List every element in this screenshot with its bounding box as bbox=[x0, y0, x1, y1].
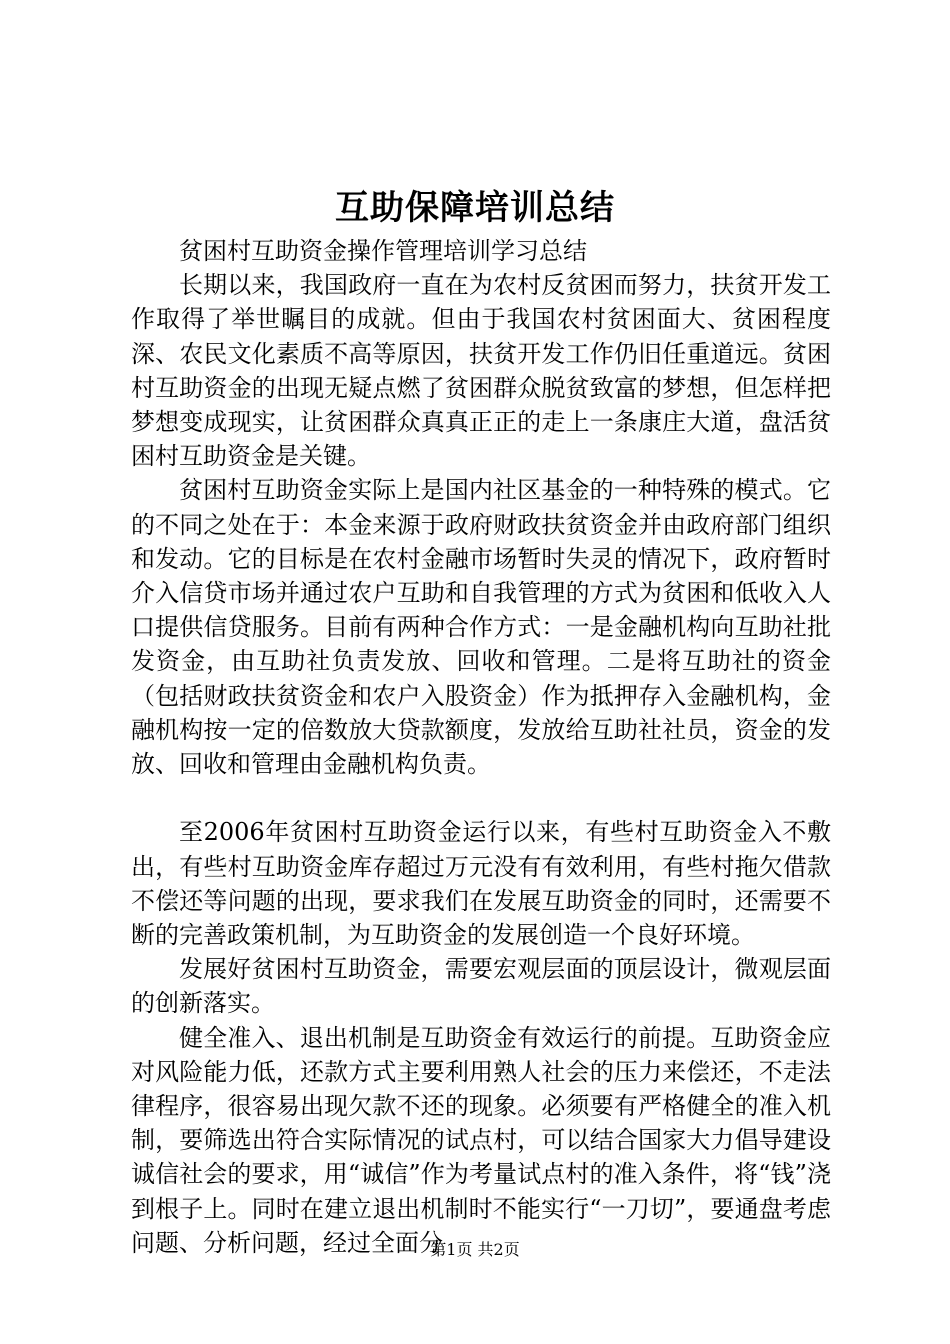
body-paragraph: 贫困村互助资金实际上是国内社区基金的一种特殊的模式。它的不同之处在于：本金来源于政府财政扶贫资金并由政府部门组织和发动。它的目标是在农村金融市场暂时失灵的情况下，政府暂时介入信贷市场并通过农户互助和自我管理的方式为贫困和低收入人口提供信贷服务。目前有两种合作方式：一是金融机构向互助社批发资金，由互助社负责发放、回收和管理。二是将互助社的资金（包括财政扶贫资金和农户入股资金）作为抵押存入金融机构，金融机构按一定的倍数放大贷款额度，发放给互助社社员，资金的发放、回收和管理由金融机构负责。 bbox=[131, 476, 831, 779]
body-paragraph: 健全准入、退出机制是互助资金有效运行的前提。互助资金应对风险能力低，还款方式主要利用熟人社会的压力来偿还，不走法律程序，很容易出现欠款不还的现象。必须要有严格健全的准入机制，要筛选出符合实际情况的试点村，可以结合国家大力倡导建设诚信社会的要求，用“诚信”作为考量试点村的准入条件，将“钱”浇到根子上。同时在建立退出机制时不能实行“一刀切”，要通盘考虑问题、分析问题，经过全面分 bbox=[131, 1023, 831, 1257]
body-paragraph: 长期以来，我国政府一直在为农村反贫困而努力，扶贫开发工作取得了举世瞩目的成就。但由于我国农村贫困面大、贫困程度深、农民文化素质不高等原因，扶贫开发工作仍旧任重道远。贫困村互助资金的出现无疑点燃了贫困群众脱贫致富的梦想，但怎样把梦想变成现实，让贫困群众真真正正的走上一条康庄大道，盘活贫困村互助资金是关键。 bbox=[131, 271, 831, 471]
page-footer: 第1页 共2页 bbox=[430, 1240, 520, 1259]
body-paragraph: 至2006年贫困村互助资金运行以来，有些村互助资金入不敷出，有些村互助资金库存超过万元没有有效利用，有些村拖欠借款不偿还等问题的出现，要求我们在发展互助资金的同时，还需要不断的完善政策机制，为互助资金的发展创造一个良好环境。 bbox=[131, 818, 831, 950]
body-paragraph: 发展好贫困村互助资金，需要宏观层面的顶层设计，微观层面的创新落实。 bbox=[131, 955, 831, 1018]
subtitle-paragraph: 贫困村互助资金操作管理培训学习总结 bbox=[179, 237, 587, 265]
document-title: 互助保障培训总结 bbox=[335, 188, 615, 228]
document-body bbox=[131, 234, 831, 1260]
blank-line bbox=[131, 781, 831, 815]
